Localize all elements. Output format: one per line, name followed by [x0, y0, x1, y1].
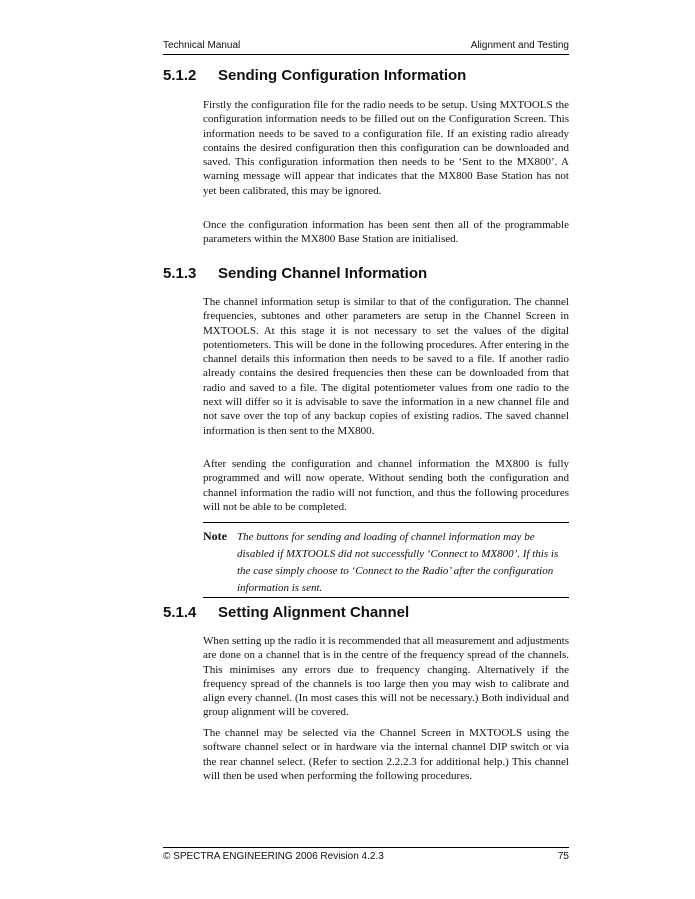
- section-number: 5.1.4: [163, 604, 197, 621]
- page-footer: [163, 847, 569, 864]
- paragraph: After sending the configuration and channel information the MX800 is fully programmed and will now operate. Without sending both the configuration and channel information the radio will not function, and thus the following procedures will not be able to be completed.: [203, 458, 569, 513]
- section-heading-5-1-2: [163, 67, 466, 84]
- paragraph: Firstly the configuration file for the radio needs to be setup. Using MXTOOLS the configuration information needs to be filled out on the Configuration Screen. This information needs to be saved to a configuration file. If an existing radio already contains the desired configuration then this configuration can be downloaded and saved. This configuration information then needs to be ‘Sent to the MX800’. A warning message will appear that indicates that the MX800 Base Station has not yet been calibrated, this may be ignored.: [203, 99, 569, 197]
- header-chapter-title: Alignment and Testing: [470, 40, 569, 51]
- note-box: [203, 522, 569, 598]
- section-heading-5-1-4: [163, 604, 409, 621]
- section-number: 5.1.2: [163, 67, 197, 84]
- page-header: [163, 38, 569, 55]
- section-title: Setting Alignment Channel: [218, 604, 410, 621]
- section-heading-5-1-3: [163, 265, 427, 282]
- paragraph: The channel information setup is similar to that of the configuration. The channel frequencies, subtones and other parameters are setup in the Channel Screen in MXTOOLS. At this stage it is not necessary to set the values of the digital potentiometers. This will be done in the following procedures. After entering in the channel details this information then needs to be saved to a file. If another radio already contains the desired frequencies then these can be downloaded from that radio and saved to a file. The digital potentiometer values from one radio to the next will differ so it is advisable to save the information in a new channel file and not save over the top of any backup copies of existing radios. The saved channel information is then sent to the MX800.: [203, 296, 569, 437]
- page-number: 75: [557, 851, 569, 862]
- paragraph: Once the configuration information has been sent then all of the programmable parameters within the MX800 Base Station are initialised.: [203, 219, 569, 246]
- paragraph: When setting up the radio it is recommended that all measurement and adjustments are done on a channel that is in the centre of the frequency spread of the channels. This minimises any errors due to frequency changing. Alternatively if the frequency spread of the channels is too large then you may wish to calibrate and align every channel. (In most cases this will not be necessary.) Both individual and group alignment will be covered.: [203, 635, 569, 719]
- section-title: Sending Channel Information: [218, 265, 428, 282]
- header-doc-title: Technical Manual: [163, 40, 241, 51]
- section-number: 5.1.3: [163, 265, 197, 282]
- section-title: Sending Configuration Information: [218, 67, 467, 84]
- note-label: Note: [203, 529, 227, 543]
- note-text: The buttons for sending and loading of channel information may be disabled if MXTOOLS did not successfully ‘Connect to MX800’. If this is the case simply choose to ‘Connect to the Radio’ after the configuration information is sent.: [237, 531, 559, 594]
- paragraph: The channel may be selected via the Channel Screen in MXTOOLS using the software channel select or in hardware via the internal channel DIP switch or via the rear channel select. (Refer to section 2.2.2.3 for additional help.) This channel will then be used when performing the following procedures.: [203, 727, 569, 782]
- footer-copyright: © SPECTRA ENGINEERING 2006 Revision 4.2.3: [163, 851, 384, 862]
